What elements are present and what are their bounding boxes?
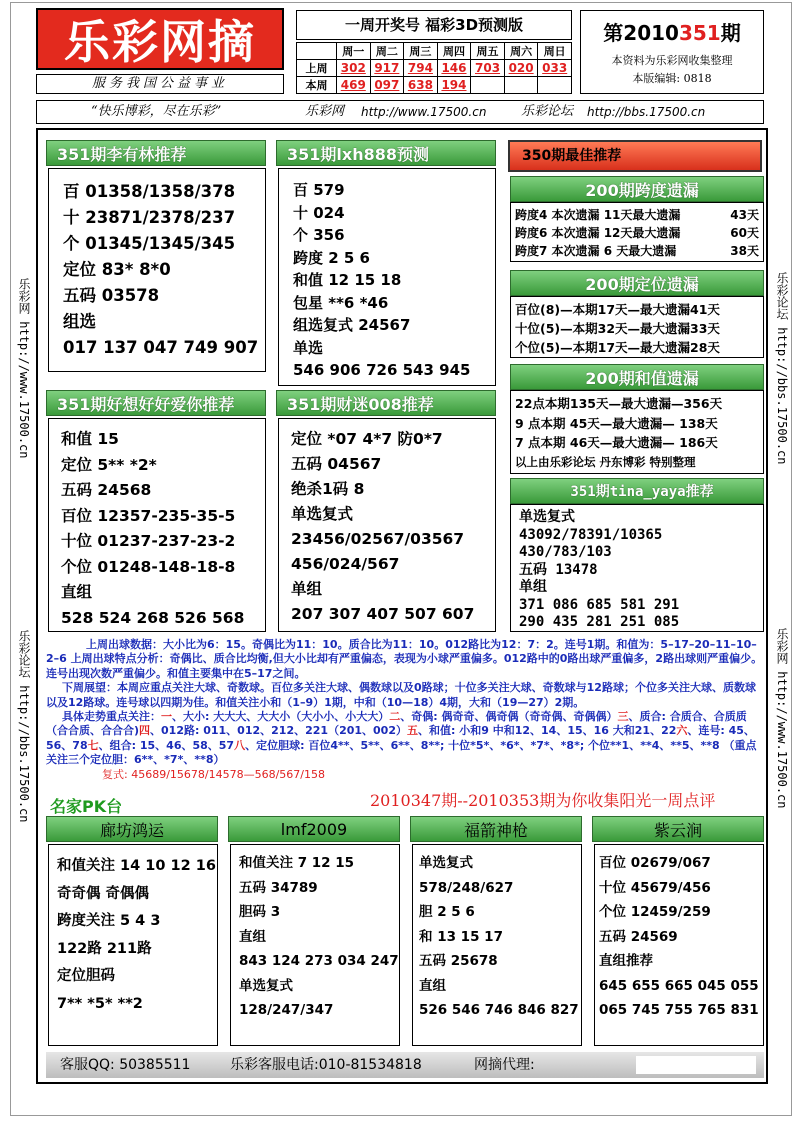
span-title: 200期跨度遗漏 bbox=[510, 176, 764, 202]
line: 胆码 3 bbox=[239, 904, 281, 920]
logo-box bbox=[36, 8, 284, 70]
panel-title: 351期财迷008推荐 bbox=[276, 390, 496, 416]
panel-haoxiang bbox=[48, 418, 266, 632]
line: 122路 211路 bbox=[57, 940, 152, 957]
line: 直组 bbox=[239, 928, 266, 945]
line: 456/024/567 bbox=[291, 555, 400, 573]
draw-value: 146 bbox=[437, 60, 471, 77]
line: 定位 5** *2* bbox=[61, 455, 157, 474]
line: 和 13 15 17 bbox=[419, 928, 503, 945]
span-row: 跨度7 本次遗漏 6 天最大遗漏 38天 bbox=[515, 244, 759, 258]
line: 十 23871/2378/237 bbox=[63, 208, 236, 227]
line: 23456/02567/03567 bbox=[291, 530, 465, 548]
line: 百位 12357-235-35-5 bbox=[61, 506, 236, 525]
line: 十位 45679/456 bbox=[599, 879, 711, 896]
line: 定位胆码 bbox=[57, 968, 115, 984]
line: 43092/78391/10365 bbox=[519, 526, 663, 543]
pk-col-name: 紫云涧 bbox=[592, 816, 764, 842]
line: 单选复式 bbox=[291, 505, 354, 523]
issue-box bbox=[580, 10, 764, 94]
site-url-link[interactable]: http://www.17500.cn bbox=[361, 105, 487, 119]
line: 843 124 273 034 247 bbox=[239, 953, 399, 969]
line: 7 点本期 46天—最大遗漏— 186天 bbox=[515, 435, 718, 450]
line: 十位(5)—本期32天—最大遗漏33天 bbox=[515, 321, 720, 336]
line: 065 745 755 765 831 bbox=[599, 1002, 759, 1018]
line: 017 137 047 749 907 bbox=[63, 338, 259, 357]
day-header: 周三 bbox=[404, 43, 438, 60]
line: 单选复式 bbox=[419, 855, 473, 871]
analysis-para-3: 具体走势重点关注：一、大小: 大大大、大大小（大小小、小大大）二、奇偶: 偶奇奇、偶奇偶（奇奇偶、奇偶偶）三、质合: 合质合、合质质（合合质、合合合)四、012路: 011、012、212、221（201、002）五、和值: 小和9 中和12、14、15、16 大和21、22六、连号: 45、56、78七、组合: 15、46、58、57八、定位胆球: 百位4**、5**、6**、8**; 十位*5*、*6*、*7*、*8*; 个位**1、**4、**5、**8 （重点关注三个定位胆：6**、*7*、**8） bbox=[46, 710, 757, 767]
line: 7** *5* **2 bbox=[57, 995, 143, 1012]
draw-value: 033 bbox=[538, 60, 572, 77]
line: 546 906 726 543 945 bbox=[293, 361, 471, 379]
banner bbox=[36, 100, 764, 124]
line: 包星 **6 *46 bbox=[293, 293, 389, 312]
row-label: 本周 bbox=[297, 77, 337, 94]
line: 和值 15 bbox=[61, 430, 119, 448]
logo-text: 乐彩网摘 bbox=[64, 15, 256, 69]
footer-phone: 乐彩客服电话:010-81534818 bbox=[230, 1057, 422, 1073]
line: 定位 83* 8*0 bbox=[63, 260, 171, 279]
line: 十 024 bbox=[293, 203, 345, 222]
line: 直组 bbox=[419, 977, 446, 994]
line: 直组 bbox=[61, 583, 93, 601]
slogan: 服务我国公益事业 bbox=[36, 74, 284, 94]
line: 和值 12 15 18 bbox=[293, 271, 402, 289]
analysis-para-2: 下周展望：本周应重点关注大球、奇数球。百位多关注大球、偶数球以及0路球；十位多关注大球、奇数球与12路球；个位多关注大球、质数球以及12路球。连号球以四期为佳。和值关注小和（1–9）1期，中和（10—18）4期，大和（19—27）2期。 bbox=[46, 681, 756, 709]
note-line: 本版编辑: 0818 bbox=[632, 72, 712, 85]
line: 五码 04567 bbox=[291, 455, 382, 473]
line: 578/248/627 bbox=[419, 879, 514, 896]
pk-col-lmf2009 bbox=[230, 844, 400, 1046]
pos-miss-box bbox=[510, 296, 764, 358]
row-label: 上周 bbox=[297, 60, 337, 77]
span-miss-box bbox=[510, 202, 764, 262]
line: 430/783/103 bbox=[519, 544, 612, 560]
line: 单选复式 bbox=[239, 977, 293, 994]
day-header: 周日 bbox=[538, 43, 572, 60]
week-table bbox=[296, 42, 572, 94]
analysis-para-1: 上周出球数据：大小比为6：15。奇偶比为11：10。质合比为11：10。012路比为12：7：2。连号1期。和值为：5–17–20–11–10–2–6 上周出球特点分析：奇偶比、质合比均衡,但大小比却有严重偏态，表现为小球严重偏多。012路中的0路出球严重偏多，2路出球则严重偏少。连号出现次数严重偏少。和值主要集中在5–17之间。 bbox=[46, 638, 763, 680]
line: 290 435 281 251 085 bbox=[519, 614, 680, 630]
best-title: 350期最佳推荐 bbox=[508, 140, 762, 172]
line: 9 点本期 45天—最大遗漏— 138天 bbox=[515, 415, 718, 431]
draw-value bbox=[538, 77, 572, 94]
line: 个位 12459/259 bbox=[599, 904, 711, 920]
line: 528 524 268 526 568 bbox=[61, 608, 245, 627]
line: 奇奇偶 奇偶偶 bbox=[57, 885, 150, 902]
line: 207 307 407 507 607 bbox=[291, 605, 475, 623]
line: 十位 01237-237-23-2 bbox=[61, 532, 236, 550]
panel-title: 351期lxh888预测 bbox=[276, 140, 496, 166]
line: 个位(5)—本期17天—最大遗漏28天 bbox=[515, 340, 720, 355]
day-header: 周四 bbox=[437, 43, 471, 60]
line: 胆 2 5 6 bbox=[419, 904, 475, 920]
side-text-left-bottom: 乐彩论坛 http://bbs.17500.cn bbox=[17, 630, 31, 823]
line: 单选复式 bbox=[519, 509, 575, 525]
line: 五码 34789 bbox=[239, 879, 318, 896]
sum-note: 以上由乐彩论坛 丹东博彩 特别整理 bbox=[515, 454, 696, 469]
pk-col-name: 廊坊鸿运 bbox=[46, 816, 218, 842]
note-line: 本资料为乐彩网收集整理 bbox=[611, 54, 733, 67]
agent-blank bbox=[636, 1056, 756, 1074]
draw-value: 469 bbox=[337, 77, 371, 94]
footer-qq: 客服QQ: 50385511 bbox=[60, 1057, 191, 1073]
span-row: 跨度4 本次遗漏 11天最大遗漏 43天 bbox=[515, 208, 759, 222]
panel-title: 351期李有林推荐 bbox=[46, 140, 266, 166]
sum-title: 200期和值遗漏 bbox=[510, 364, 764, 390]
forum-url-link[interactable]: http://bbs.17500.cn bbox=[587, 105, 706, 119]
footer-agent: 网摘代理: bbox=[474, 1057, 535, 1073]
draw-value: 194 bbox=[437, 77, 471, 94]
pk-col-name: lmf2009 bbox=[228, 816, 400, 842]
span-row: 跨度6 本次遗漏 12天最大遗漏 60天 bbox=[515, 226, 759, 240]
line: 645 655 665 045 055 bbox=[599, 977, 759, 994]
line: 百位 02679/067 bbox=[599, 855, 711, 871]
line: 五码 03578 bbox=[63, 286, 160, 305]
pos-title: 200期定位遗漏 bbox=[510, 270, 764, 296]
day-header: 周一 bbox=[337, 43, 371, 60]
site-name: 乐彩网 bbox=[305, 104, 345, 119]
line: 定位 *07 4*7 防0*7 bbox=[291, 430, 443, 448]
panel-lxh888 bbox=[278, 168, 496, 386]
line: 个 01345/1345/345 bbox=[63, 234, 236, 253]
panel-title: 351期tina_yaya推荐 bbox=[510, 478, 764, 504]
line: 单组 bbox=[291, 580, 323, 598]
line: 绝杀1码 8 bbox=[291, 480, 365, 498]
line: 百 01358/1358/378 bbox=[63, 182, 236, 201]
line: 个 356 bbox=[293, 226, 345, 244]
panel-tina-yaya bbox=[510, 504, 764, 632]
pk-period: 2010347期--2010353期为你收集阳光一周点评 bbox=[370, 791, 716, 810]
line: 128/247/347 bbox=[239, 1002, 334, 1018]
line: 组选复式 24567 bbox=[293, 316, 411, 334]
line: 个位 01248-148-18-8 bbox=[61, 557, 236, 576]
panel-caimi008 bbox=[278, 418, 496, 632]
day-header: 周五 bbox=[471, 43, 505, 60]
line: 单组 bbox=[519, 579, 547, 595]
panel-title: 351期好想好好爱你推荐 bbox=[46, 390, 266, 416]
footer-bar bbox=[46, 1052, 764, 1078]
center-title: 一周开奖号 福彩3D预测版 bbox=[296, 10, 572, 40]
pk-col-fujian bbox=[412, 844, 582, 1046]
side-text-right-bottom: 乐彩网 http://www.17500.cn bbox=[775, 628, 789, 809]
line: 526 546 746 846 827 bbox=[419, 1002, 579, 1018]
line: 和值关注 7 12 15 bbox=[239, 855, 355, 871]
analysis-block bbox=[46, 638, 764, 784]
pk-col-name: 福箭神枪 bbox=[410, 816, 582, 842]
line: 单选 bbox=[293, 338, 324, 357]
line: 跨度关注 5 4 3 bbox=[57, 913, 161, 929]
line: 五码 24568 bbox=[61, 481, 152, 499]
draw-value: 638 bbox=[404, 77, 438, 94]
day-header: 周二 bbox=[370, 43, 404, 60]
line: 371 086 685 581 291 bbox=[519, 596, 680, 613]
issue-number: 第2010351期 bbox=[603, 21, 741, 45]
draw-value bbox=[504, 77, 538, 94]
line: 五码 13478 bbox=[519, 561, 598, 578]
sum-miss-box bbox=[510, 390, 764, 474]
draw-value: 917 bbox=[370, 60, 404, 77]
line: 组选 bbox=[63, 312, 96, 331]
draw-value: 302 bbox=[337, 60, 371, 77]
fushi-line: 复式: 45689/15678/14578—568/567/158 bbox=[102, 767, 325, 781]
draw-value: 020 bbox=[504, 60, 538, 77]
line: 跨度 2 5 6 bbox=[293, 248, 370, 267]
line: 22点本期135天—最大遗漏—356天 bbox=[515, 396, 723, 411]
pk-title: 名家PK台 bbox=[50, 797, 123, 816]
side-text-left-top: 乐彩网 http://www.17500.cn bbox=[17, 278, 31, 459]
day-header: 周六 bbox=[504, 43, 538, 60]
line: 直组推荐 bbox=[599, 953, 653, 969]
draw-value: 794 bbox=[404, 60, 438, 77]
draw-value: 097 bbox=[370, 77, 404, 94]
panel-lixoulin bbox=[48, 168, 266, 372]
line: 百 579 bbox=[293, 181, 345, 199]
line: 和值关注 14 10 12 16 bbox=[57, 858, 216, 874]
draw-value bbox=[471, 77, 505, 94]
forum-name: 乐彩论坛 bbox=[521, 104, 574, 119]
pk-col-ziyunjian bbox=[594, 844, 764, 1046]
draw-value: 703 bbox=[471, 60, 505, 77]
line: 百位(8)—本期17天—最大遗漏41天 bbox=[515, 302, 720, 317]
line: 五码 24569 bbox=[599, 928, 678, 945]
line: 五码 25678 bbox=[419, 953, 498, 969]
side-text-right-top: 乐彩论坛 http://bbs.17500.cn bbox=[775, 272, 789, 465]
motto: “快乐博彩，尽在乐彩” bbox=[91, 104, 222, 119]
pk-col-langfang bbox=[48, 844, 218, 1046]
